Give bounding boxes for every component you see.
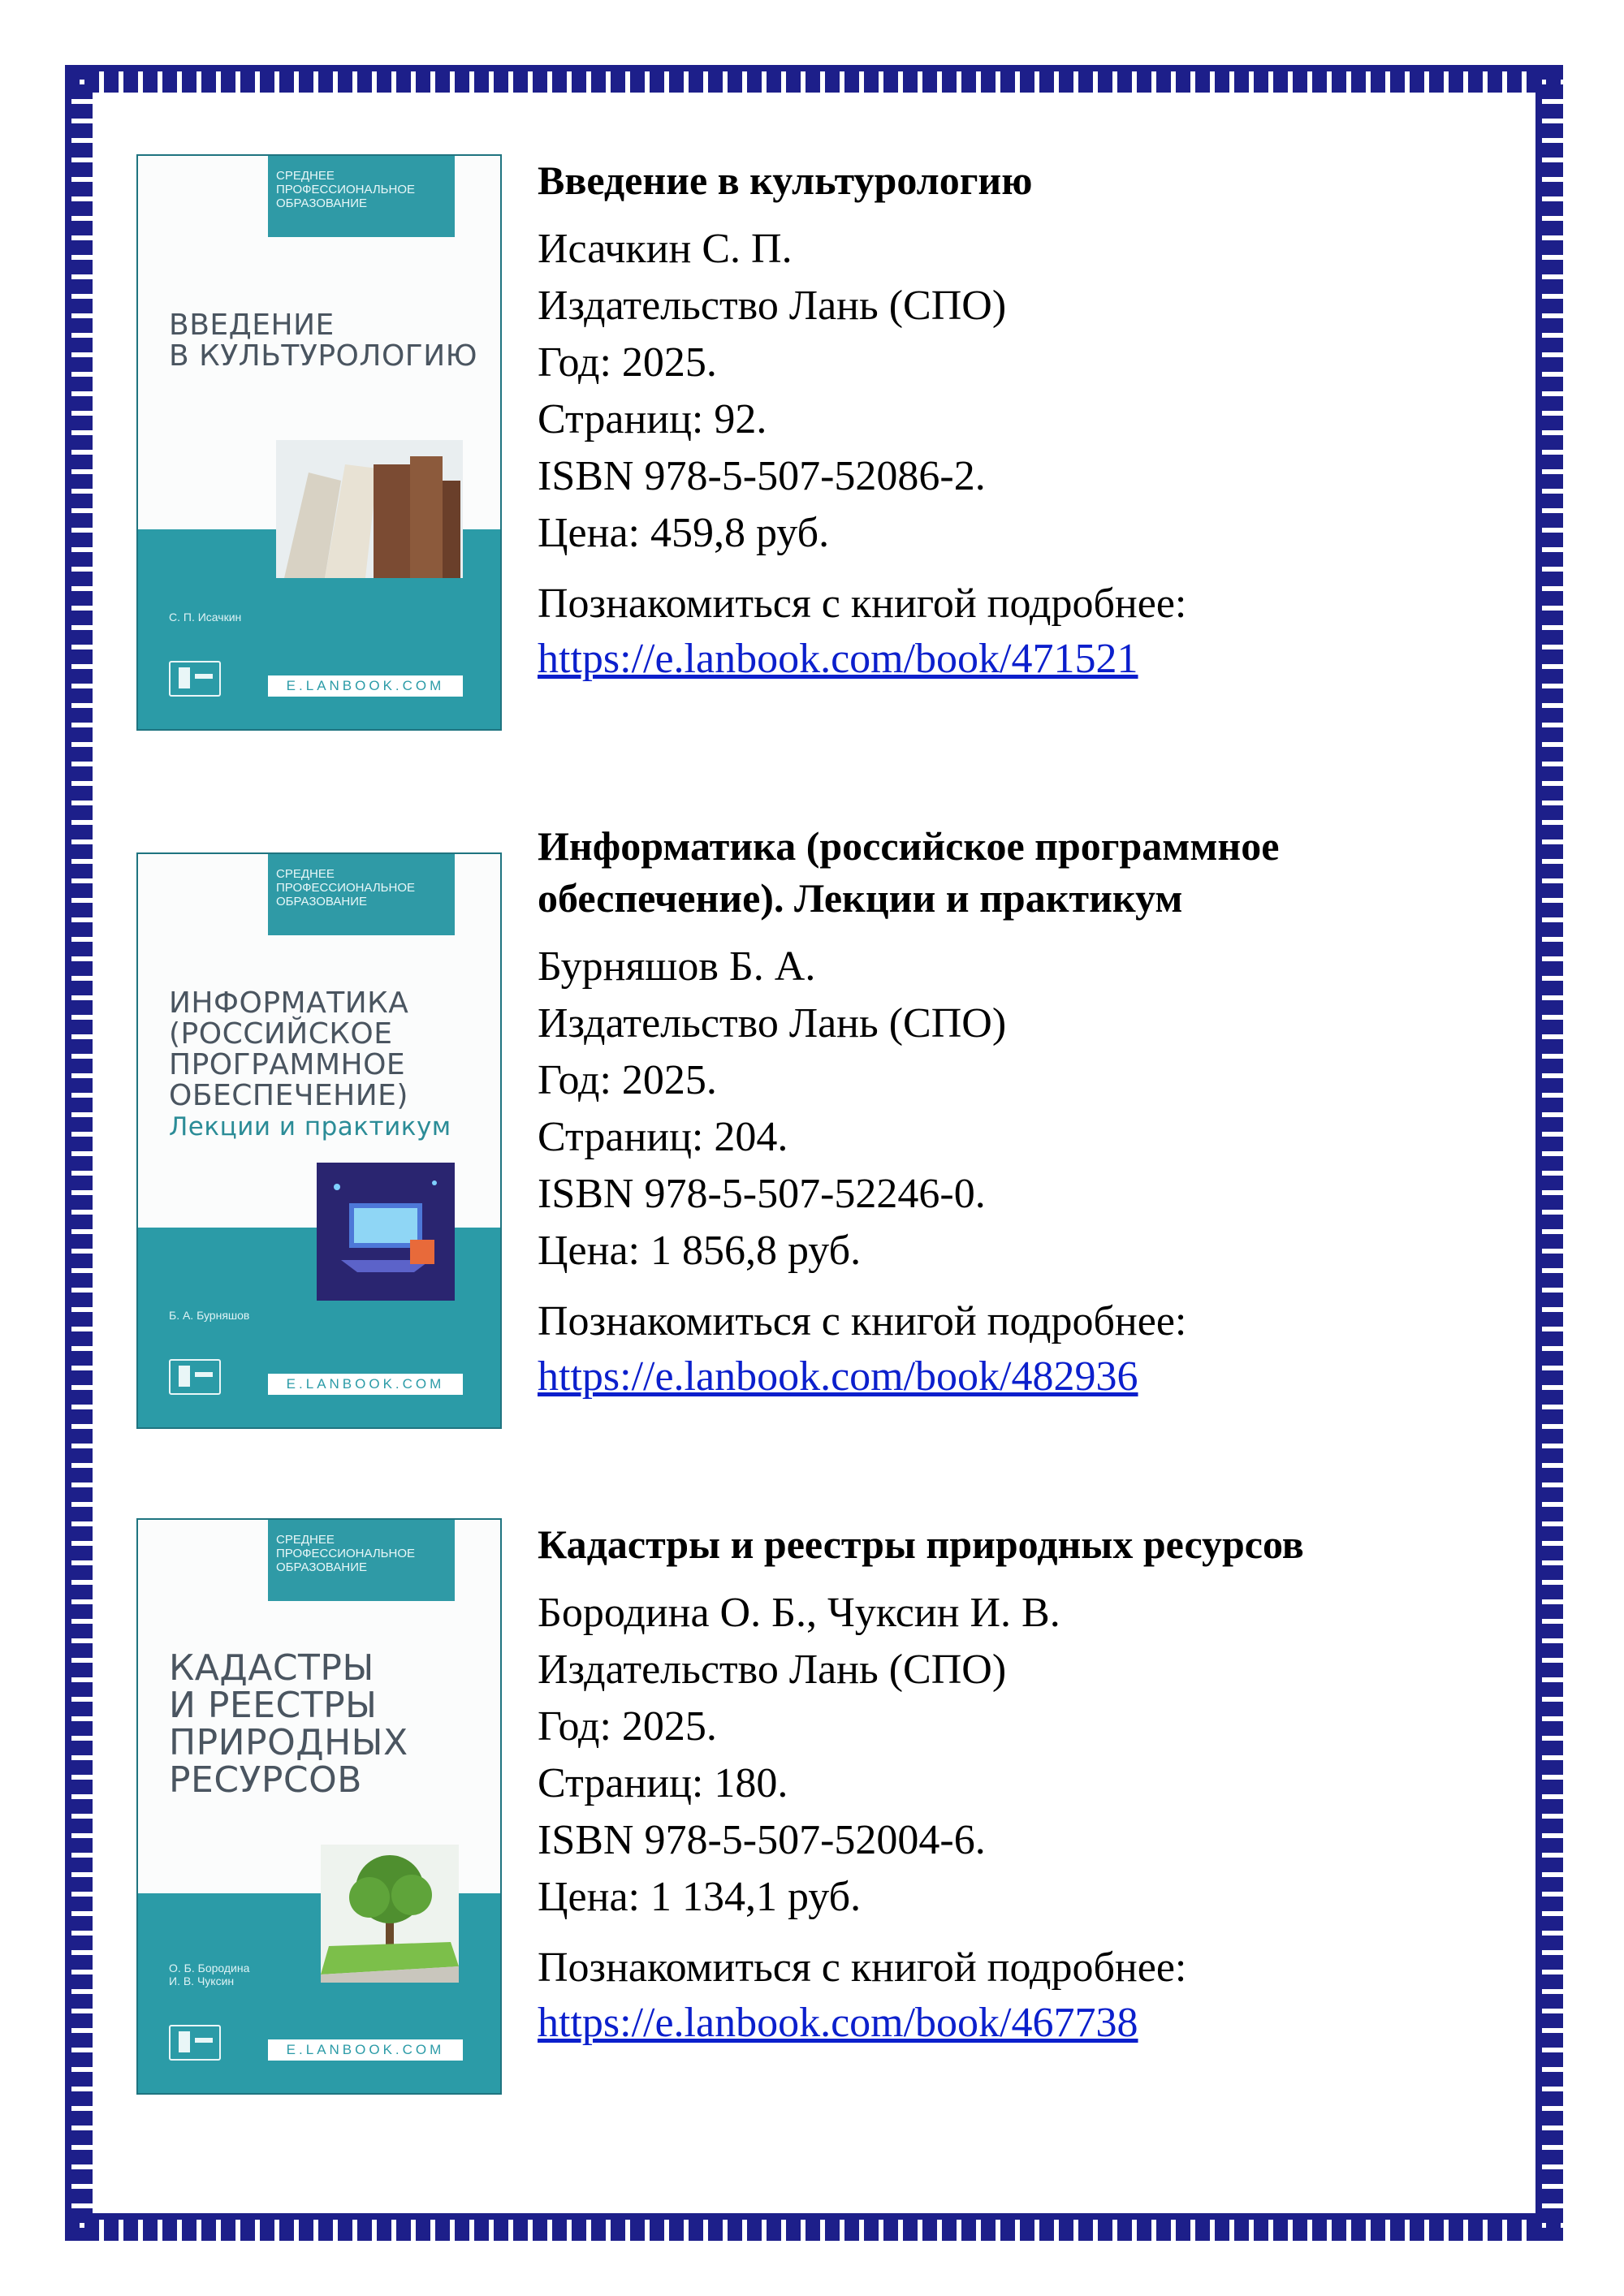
- book-pages: Страниц: 180.: [538, 1760, 788, 1806]
- publisher-logo-icon: [169, 2025, 221, 2061]
- border-bottom: [65, 2213, 1563, 2241]
- book-price: Цена: 1 134,1 руб.: [538, 1874, 862, 1920]
- cover-title: КАДАСТРЫ И РЕЕСТРЫ ПРИРОДНЫХ РЕСУРСОВ: [169, 1647, 408, 1801]
- cover-url: E.LANBOOK.COM: [268, 2039, 463, 2061]
- book-cover[interactable]: [136, 1518, 502, 2095]
- border-right: [1535, 65, 1563, 2241]
- book-author: Бурняшов Б. А.: [538, 943, 816, 990]
- book-title: Информатика (российское программное обеспечение). Лекции и практикум: [538, 823, 1280, 921]
- cover-series-label: СРЕДНЕЕ ПРОФЕССИОНАЛЬНОЕ ОБРАЗОВАНИЕ: [268, 854, 455, 935]
- books-illustration-icon: [276, 440, 463, 578]
- more-info: [538, 576, 1512, 687]
- book-link[interactable]: https://e.lanbook.com/book/482936: [538, 1353, 1138, 1400]
- more-info-label: Познакомиться с книгой подробнее:: [538, 1298, 1187, 1344]
- book-title: Кадастры и реестры природных ресурсов: [538, 1521, 1304, 1567]
- more-info-label: Познакомиться с книгой подробнее:: [538, 1944, 1187, 1991]
- book-isbn: ISBN 978-5-507-52086-2.: [538, 453, 986, 499]
- book-author: Исачкин С. П.: [538, 226, 793, 272]
- book-link[interactable]: https://e.lanbook.com/book/471521: [538, 636, 1138, 682]
- book-pages: Страниц: 204.: [538, 1114, 788, 1160]
- book-isbn: ISBN 978-5-507-52004-6.: [538, 1817, 986, 1863]
- book-link[interactable]: https://e.lanbook.com/book/467738: [538, 2000, 1138, 2046]
- tree-illustration-icon: [321, 1845, 459, 1983]
- cover-series-label: СРЕДНЕЕ ПРОФЕССИОНАЛЬНОЕ ОБРАЗОВАНИЕ: [268, 1520, 455, 1601]
- book-title: Введение в культурологию: [538, 158, 1033, 203]
- computer-illustration-icon: [317, 1163, 455, 1301]
- book-cover[interactable]: [136, 154, 502, 731]
- publisher-logo-icon: [169, 661, 221, 697]
- book-cover[interactable]: [136, 852, 502, 1429]
- book-year: Год: 2025.: [538, 339, 717, 386]
- book-publisher: Издательство Лань (СПО): [538, 1646, 1007, 1693]
- book-year: Год: 2025.: [538, 1057, 717, 1103]
- book-info: [538, 154, 1512, 687]
- book-details: [538, 939, 1512, 1280]
- cover-series-label: СРЕДНЕЕ ПРОФЕССИОНАЛЬНОЕ ОБРАЗОВАНИЕ: [268, 156, 455, 237]
- book-publisher: Издательство Лань (СПО): [538, 283, 1007, 329]
- cover-author: Б. А. Бурняшов: [169, 1309, 250, 1322]
- cover-url: E.LANBOOK.COM: [268, 675, 463, 697]
- more-info: [538, 1294, 1512, 1405]
- book-info: [538, 1518, 1512, 2051]
- book-author: Бородина О. Б., Чуксин И. В.: [538, 1590, 1060, 1636]
- book-details: [538, 1585, 1512, 1926]
- more-info: [538, 1940, 1512, 2051]
- book-info: [538, 820, 1512, 1405]
- book-pages: Страниц: 92.: [538, 396, 767, 442]
- book-publisher: Издательство Лань (СПО): [538, 1000, 1007, 1047]
- cover-author: О. Б. Бородина И. В. Чуксин: [169, 1962, 250, 1987]
- book-year: Год: 2025.: [538, 1703, 717, 1750]
- book-price: Цена: 459,8 руб.: [538, 510, 830, 556]
- book-price: Цена: 1 856,8 руб.: [538, 1228, 862, 1274]
- cover-title: ИНФОРМАТИКА (РОССИЙСКОЕ ПРОГРАММНОЕ ОБЕСПЕЧЕНИЕ) Лекции и практикум: [169, 986, 451, 1142]
- more-info-label: Познакомиться с книгой подробнее:: [538, 580, 1187, 627]
- book-isbn: ISBN 978-5-507-52246-0.: [538, 1171, 986, 1217]
- border-top: [65, 65, 1563, 93]
- cover-url: E.LANBOOK.COM: [268, 1374, 463, 1395]
- cover-title: ВВЕДЕНИЕ В КУЛЬТУРОЛОГИЮ: [169, 309, 478, 373]
- publisher-logo-icon: [169, 1359, 221, 1395]
- border-left: [65, 65, 93, 2241]
- book-details: [538, 221, 1512, 562]
- cover-author: С. П. Исачкин: [169, 611, 242, 624]
